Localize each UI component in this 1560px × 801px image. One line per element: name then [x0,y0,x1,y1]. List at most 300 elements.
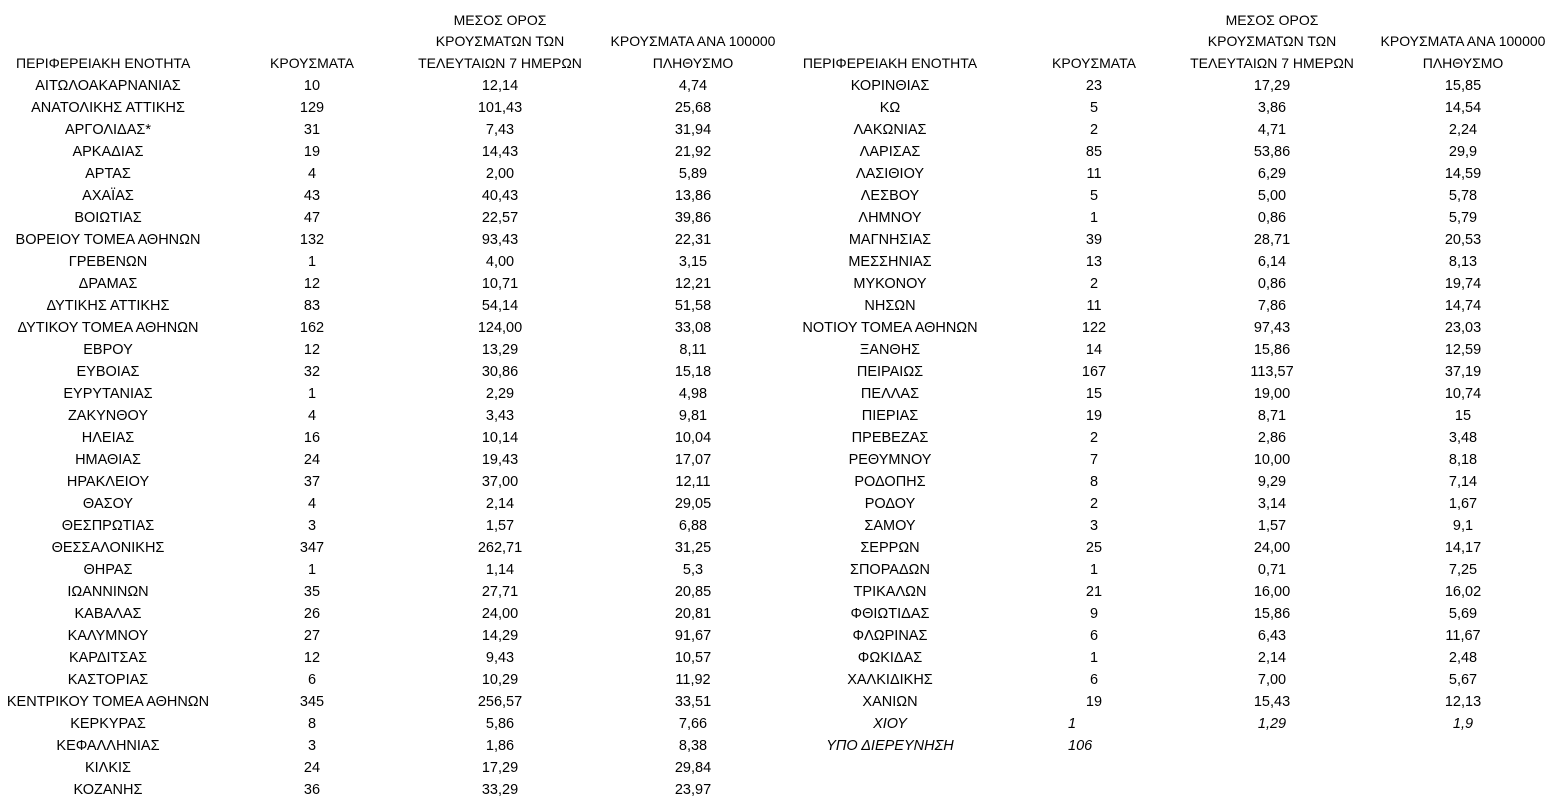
cell-cases: 83 [303,298,321,314]
table-row [0,317,790,339]
cell-region: ΚΕΝΤΡΙΚΟΥ ΤΟΜΕΑ ΑΘΗΝΩΝ [6,694,210,710]
cell-cases: 19 [303,144,321,160]
cell-cases: 25 [1085,540,1103,556]
cell-region: ΣΑΜΟΥ [864,518,916,534]
cell-avg-7-days: 0,71 [1257,562,1287,578]
table-row [790,603,1560,625]
cell-cases: 15 [1085,386,1103,402]
cell-region: ΚΟΡΙΝΘΙΑΣ [850,78,930,94]
table-row [0,625,790,647]
cell-cases: 2 [1089,496,1099,512]
table-row [790,735,1560,757]
table-row [790,713,1560,735]
cell-region: ΑΡΓΟΛΙΔΑΣ* [64,122,152,138]
cell-cases: 1 [307,254,317,270]
cell-avg-7-days: 3,43 [485,408,515,424]
cell-avg-7-days: 2,29 [485,386,515,402]
cell-cases-per-100k: 15,18 [674,364,712,380]
table-row [790,625,1560,647]
cell-cases-per-100k: 29,05 [674,496,712,512]
table-row [0,361,790,383]
cell-cases: 2 [1089,122,1099,138]
header-cases: ΚΡΟΥΣΜΑΤΑ [270,54,354,71]
table-row [790,163,1560,185]
cell-cases-per-100k: 20,85 [674,584,712,600]
table-row [790,669,1560,691]
cell-avg-7-days: 8,71 [1257,408,1287,424]
cell-region: ΚΑΣΤΟΡΙΑΣ [67,672,149,688]
cell-avg-7-days [1184,735,1360,757]
table-row [0,647,790,669]
cell-cases: 4 [307,408,317,424]
cell-region: ΜΥΚΟΝΟΥ [853,276,927,292]
table-body [790,75,1560,757]
cell-avg-7-days: 4,00 [485,254,515,270]
cell-region: ΠΕΙΡΑΙΩΣ [856,364,924,380]
cell-cases: 6 [1089,672,1099,688]
cell-cases: 47 [303,210,321,226]
table-row [790,295,1560,317]
cell-avg-7-days: 2,14 [1257,650,1287,666]
table-row [0,493,790,515]
cell-avg-7-days: 17,29 [481,760,519,776]
table-row [0,273,790,295]
cell-cases-per-100k: 12,59 [1444,342,1482,358]
cell-region: ΑΙΤΩΛΟΑΚΑΡΝΑΝΙΑΣ [35,78,181,94]
cell-cases: 19 [1085,694,1103,710]
cell-region: ΜΑΓΝΗΣΙΑΣ [848,232,932,248]
cell-cases-per-100k: 3,15 [678,254,708,270]
cell-cases-per-100k: 3,48 [1448,430,1478,446]
cell-cases: 7 [1089,452,1099,468]
cell-avg-7-days: 0,86 [1257,276,1287,292]
cell-avg-7-days: 6,29 [1257,166,1287,182]
cell-cases: 345 [299,694,325,710]
cell-avg-7-days: 24,00 [1253,540,1291,556]
cell-region: ΚΑΒΑΛΑΣ [74,606,142,622]
table-row [0,119,790,141]
cell-cases: 129 [299,100,325,116]
table-row [790,647,1560,669]
cell-cases-per-100k: 51,58 [674,298,712,314]
cell-cases-per-100k: 31,25 [674,540,712,556]
cell-cases-per-100k: 2,48 [1448,650,1478,666]
cell-cases: 16 [303,430,321,446]
cell-region: ΦΘΙΩΤΙΔΑΣ [850,606,930,622]
cell-cases: 11 [1086,298,1102,314]
cell-cases: 31 [303,122,321,138]
table-row [790,493,1560,515]
cell-region: ΡΟΔΟΥ [864,496,916,512]
cell-region: ΥΠΟ ΔΙΕΡΕΥΝΗΣΗ [826,738,954,754]
cell-region: ΠΙΕΡΙΑΣ [861,408,919,424]
cell-region: ΦΩΚΙΔΑΣ [857,650,923,666]
cell-avg-7-days: 19,00 [1253,386,1291,402]
cell-avg-7-days: 2,86 [1257,430,1287,446]
cell-avg-7-days: 1,29 [1257,716,1287,732]
cell-cases-per-100k: 8,18 [1448,452,1478,468]
cell-region: ΚΩ [879,100,901,116]
cell-avg-7-days: 7,86 [1257,298,1287,314]
cell-region: ΚΙΛΚΙΣ [84,760,132,776]
cell-cases: 37 [303,474,321,490]
cell-cases-per-100k: 9,1 [1452,518,1474,534]
cell-cases: 122 [1081,320,1107,336]
table-row [0,163,790,185]
cell-avg-7-days: 0,86 [1257,210,1287,226]
cell-region: ΧΙΟΥ [873,716,907,732]
table-row [790,119,1560,141]
cell-cases: 162 [299,320,325,336]
cell-region: ΕΒΡΟΥ [83,342,133,358]
cell-region: ΖΑΚΥΝΘΟΥ [67,408,149,424]
table-row [0,537,790,559]
table-row [790,75,1560,97]
table-row [790,273,1560,295]
cell-cases-per-100k: 29,9 [1448,144,1478,160]
cell-cases: 24 [303,452,321,468]
cell-avg-7-days: 9,43 [485,650,515,666]
cell-cases-per-100k: 29,84 [674,760,712,776]
cell-cases: 19 [1085,408,1103,424]
cell-avg-7-days: 17,29 [1253,78,1291,94]
cell-cases: 8 [307,716,317,732]
cell-region: ΗΜΑΘΙΑΣ [75,452,141,468]
cell-avg-7-days: 1,86 [485,738,515,754]
cell-cases: 2 [1089,276,1099,292]
cell-avg-7-days: 13,29 [481,342,519,358]
cell-region: ΚΕΦΑΛΛΗΝΙΑΣ [56,738,160,754]
table-row [790,581,1560,603]
cell-region: ΡΟΔΟΠΗΣ [854,474,926,490]
cases-table-right [790,0,1560,798]
cell-region: ΕΥΡΥΤΑΝΙΑΣ [63,386,153,402]
cell-region: ΘΕΣΣΑΛΟΝΙΚΗΣ [51,540,165,556]
cell-avg-7-days: 54,14 [481,298,519,314]
cell-region: ΛΑΚΩΝΙΑΣ [853,122,927,138]
table-row [790,691,1560,713]
cell-cases-per-100k: 23,97 [674,782,712,798]
cell-cases-per-100k: 5,69 [1448,606,1478,622]
cell-avg-7-days: 10,14 [481,430,519,446]
table-row [0,669,790,691]
cell-cases-per-100k: 9,81 [678,408,708,424]
cell-cases: 5 [1089,100,1099,116]
cell-cases-per-100k: 7,25 [1448,562,1478,578]
cell-region: ΛΗΜΝΟΥ [858,210,922,226]
cell-avg-7-days: 2,14 [485,496,515,512]
cell-cases-per-100k: 22,31 [674,232,712,248]
cell-cases-per-100k: 20,53 [1444,232,1482,248]
table-row [0,449,790,471]
cell-cases-per-100k: 4,74 [678,78,708,94]
cell-avg-7-days: 93,43 [481,232,519,248]
cell-avg-7-days: 53,86 [1253,144,1291,160]
cell-avg-7-days: 40,43 [481,188,519,204]
header-region: ΠΕΡΙΦΕΡΕΙΑΚΗ ΕΝΟΤΗΤΑ [802,54,978,71]
cell-region: ΞΑΝΘΗΣ [859,342,921,358]
cell-region: ΕΥΒΟΙΑΣ [76,364,140,380]
cell-region: ΑΧΑΪΑΣ [82,188,134,204]
cell-cases-per-100k: 33,08 [674,320,712,336]
cell-avg-7-days: 1,57 [1257,518,1287,534]
cell-cases: 23 [1085,78,1103,94]
table-row [0,735,790,757]
cell-avg-7-days: 7,43 [485,122,515,138]
cell-avg-7-days: 124,00 [477,320,523,336]
table-header [0,10,790,74]
cell-avg-7-days: 14,29 [481,628,519,644]
cell-region: ΦΛΩΡΙΝΑΣ [852,628,928,644]
cell-cases-per-100k: 5,3 [682,562,704,578]
cell-region: ΤΡΙΚΑΛΩΝ [853,584,927,600]
cell-cases: 8 [1089,474,1099,490]
cell-cases-per-100k: 2,24 [1448,122,1478,138]
cell-cases: 1 [307,562,317,578]
cell-cases-per-100k: 11,67 [1445,628,1481,644]
header-cases: ΚΡΟΥΣΜΑΤΑ [1052,54,1136,71]
table-row [0,691,790,713]
table-row [0,427,790,449]
cell-cases: 3 [307,518,317,534]
cell-avg-7-days: 22,57 [481,210,519,226]
table-row [790,339,1560,361]
table-row [790,361,1560,383]
table-row [0,713,790,735]
table-row [0,471,790,493]
cell-region: ΒΟΡΕΙΟΥ ΤΟΜΕΑ ΑΘΗΝΩΝ [15,232,201,248]
table-row [790,207,1560,229]
cell-cases-per-100k: 15,85 [1444,78,1482,94]
cell-cases-per-100k: 25,68 [674,100,712,116]
cell-cases-per-100k: 14,74 [1444,298,1482,314]
cell-cases-per-100k: 39,86 [674,210,712,226]
table-header [790,10,1560,74]
cell-cases: 4 [307,166,317,182]
cell-region: ΑΝΑΤΟΛΙΚΗΣ ΑΤΤΙΚΗΣ [31,100,185,116]
table-row [790,427,1560,449]
cell-avg-7-days: 37,00 [481,474,519,490]
cell-cases: 167 [1081,364,1107,380]
table-row [790,405,1560,427]
table-row [0,141,790,163]
cell-region: ΘΑΣΟΥ [82,496,134,512]
cell-cases-per-100k: 20,81 [674,606,712,622]
cell-region: ΛΑΡΙΣΑΣ [859,144,921,160]
cell-avg-7-days: 24,00 [481,606,519,622]
cell-region: ΘΗΡΑΣ [83,562,133,578]
cell-cases: 39 [1085,232,1103,248]
cell-cases-per-100k: 10,57 [674,650,712,666]
cell-cases: 12 [303,276,321,292]
table-row [790,537,1560,559]
cell-avg-7-days: 5,00 [1257,188,1287,204]
table-row [0,97,790,119]
cell-cases-per-100k [1368,735,1558,757]
cell-region: ΛΕΣΒΟΥ [860,188,920,204]
cell-cases-per-100k: 10,74 [1444,386,1482,402]
cell-avg-7-days: 15,43 [1253,694,1291,710]
table-row [790,383,1560,405]
cell-cases: 2 [1089,430,1099,446]
cell-region: ΣΕΡΡΩΝ [860,540,920,556]
cell-avg-7-days: 14,43 [481,144,519,160]
cell-cases: 21 [1085,584,1103,600]
cell-cases-per-100k: 16,02 [1444,584,1482,600]
table-row [0,515,790,537]
cell-region: ΧΑΝΙΩΝ [862,694,918,710]
cell-region: ΓΡΕΒΕΝΩΝ [68,254,148,270]
cell-avg-7-days: 30,86 [481,364,519,380]
table-row [0,207,790,229]
cell-avg-7-days: 1,57 [485,518,515,534]
cell-cases: 3 [1089,518,1099,534]
cell-region: ΔΥΤΙΚΗΣ ΑΤΤΙΚΗΣ [46,298,170,314]
cell-region: ΑΡΚΑΔΙΑΣ [72,144,144,160]
cell-avg-7-days: 3,86 [1257,100,1287,116]
cell-cases: 14 [1085,342,1103,358]
cell-cases: 27 [303,628,321,644]
cell-cases-per-100k: 21,92 [674,144,712,160]
cell-cases-per-100k: 8,11 [679,342,707,358]
cell-cases-per-100k: 1,67 [1448,496,1478,512]
cell-cases: 10 [303,78,321,94]
cell-avg-7-days: 27,71 [481,584,519,600]
cell-avg-7-days: 1,14 [485,562,515,578]
cell-region: ΣΠΟΡΑΔΩΝ [850,562,930,578]
cell-cases: 1 [1068,716,1077,732]
table-row [790,97,1560,119]
cell-region: ΚΕΡΚΥΡΑΣ [70,716,146,732]
cell-avg-7-days: 6,43 [1257,628,1287,644]
cell-region: ΡΕΘΥΜΝΟΥ [848,452,932,468]
cell-avg-7-days: 7,00 [1257,672,1287,688]
cell-region: ΝΗΣΩΝ [864,298,916,314]
cell-avg-7-days: 4,71 [1257,122,1287,138]
cell-region: ΜΕΣΣΗΝΙΑΣ [848,254,932,270]
cell-region: ΧΑΛΚΙΔΙΚΗΣ [847,672,933,688]
cell-cases: 12 [303,342,321,358]
cell-avg-7-days: 10,29 [481,672,519,688]
header-region: ΠΕΡΙΦΕΡΕΙΑΚΗ ΕΝΟΤΗΤΑ [16,54,191,71]
cell-region: ΔΡΑΜΑΣ [78,276,138,292]
table-row [790,559,1560,581]
cell-cases-per-100k: 37,19 [1444,364,1482,380]
cell-cases: 36 [303,782,321,798]
table-row [0,383,790,405]
cell-cases-per-100k: 12,13 [1444,694,1482,710]
cell-cases-per-100k: 10,04 [674,430,712,446]
table-row [0,229,790,251]
cell-avg-7-days: 28,71 [1253,232,1291,248]
cell-avg-7-days: 15,86 [1253,606,1291,622]
table-row [0,603,790,625]
table-row [790,449,1560,471]
cell-avg-7-days: 2,00 [485,166,515,182]
table-row [0,559,790,581]
cell-avg-7-days: 101,43 [477,100,523,116]
cell-cases-per-100k: 17,07 [674,452,712,468]
cell-cases: 32 [303,364,321,380]
cell-cases-per-100k: 6,88 [678,518,708,534]
table-row [0,757,790,779]
cell-cases-per-100k: 19,74 [1444,276,1482,292]
cell-cases-per-100k: 5,79 [1448,210,1478,226]
cell-cases-per-100k: 13,86 [674,188,712,204]
cell-region: ΗΡΑΚΛΕΙΟΥ [66,474,150,490]
cell-region: ΘΕΣΠΡΩΤΙΑΣ [61,518,155,534]
cell-cases: 1 [1089,650,1099,666]
cell-cases-per-100k: 33,51 [674,694,712,710]
cell-avg-7-days: 15,86 [1253,342,1291,358]
cell-region: ΚΟΖΑΝΗΣ [73,782,143,798]
cell-avg-7-days: 16,00 [1253,584,1291,600]
cell-avg-7-days: 262,71 [477,540,523,556]
cell-avg-7-days: 19,43 [481,452,519,468]
table-row [0,295,790,317]
cell-cases: 13 [1085,254,1103,270]
cell-cases-per-100k: 5,78 [1448,188,1478,204]
cell-avg-7-days: 3,14 [1257,496,1287,512]
cell-cases: 3 [307,738,317,754]
cell-cases: 43 [303,188,321,204]
cell-region: ΒΟΙΩΤΙΑΣ [74,210,142,226]
cell-cases-per-100k: 12,11 [675,474,711,490]
cell-cases-per-100k: 15 [1454,408,1472,424]
cell-cases-per-100k: 8,38 [678,738,708,754]
cell-region: ΔΥΤΙΚΟΥ ΤΟΜΕΑ ΑΘΗΝΩΝ [17,320,199,336]
cell-cases-per-100k: 14,54 [1444,100,1482,116]
cell-cases: 24 [303,760,321,776]
cell-cases: 11 [1086,166,1102,182]
cell-cases: 132 [299,232,325,248]
table-row [790,471,1560,493]
cell-avg-7-days: 5,86 [485,716,515,732]
cell-cases: 35 [303,584,321,600]
cell-cases-per-100k: 23,03 [1444,320,1482,336]
cell-cases: 1 [307,386,317,402]
table-row [0,185,790,207]
cell-region: ΙΩΑΝΝΙΝΩΝ [67,584,149,600]
cell-cases-per-100k: 12,21 [674,276,712,292]
cell-avg-7-days: 97,43 [1253,320,1291,336]
cell-region: ΚΑΛΥΜΝΟΥ [67,628,149,644]
table-row [0,251,790,273]
cell-region: ΑΡΤΑΣ [85,166,131,182]
cell-cases: 6 [1089,628,1099,644]
cell-avg-7-days: 10,00 [1253,452,1291,468]
cell-cases-per-100k: 5,67 [1448,672,1478,688]
cell-region: ΚΑΡΔΙΤΣΑΣ [68,650,148,666]
cell-region: ΛΑΣΙΘΙΟΥ [855,166,925,182]
cell-avg-7-days: 113,57 [1250,364,1294,380]
cell-region: ΝΟΤΙΟΥ ΤΟΜΕΑ ΑΘΗΝΩΝ [802,320,978,336]
cell-region: ΠΡΕΒΕΖΑΣ [851,430,929,446]
cell-avg-7-days: 6,14 [1257,254,1287,270]
cell-avg-7-days: 12,14 [481,78,519,94]
cell-cases: 1 [1089,562,1099,578]
header-avg-7-days: ΜΕΣΟΣ ΟΡΟΣ ΚΡΟΥΣΜΑΤΩΝ ΤΩΝ ΤΕΛΕΥΤΑΙΩΝ 7 ΗΜΕΡΩΝ [1190,11,1354,71]
table-row [790,141,1560,163]
cell-cases: 1 [1089,210,1099,226]
cell-cases-per-100k: 11,92 [675,672,711,688]
table-row [790,251,1560,273]
cell-cases: 5 [1089,188,1099,204]
cell-cases-per-100k: 1,9 [1452,716,1474,732]
table-row [0,339,790,361]
cell-cases: 85 [1085,144,1103,160]
cell-cases: 106 [1068,738,1093,754]
